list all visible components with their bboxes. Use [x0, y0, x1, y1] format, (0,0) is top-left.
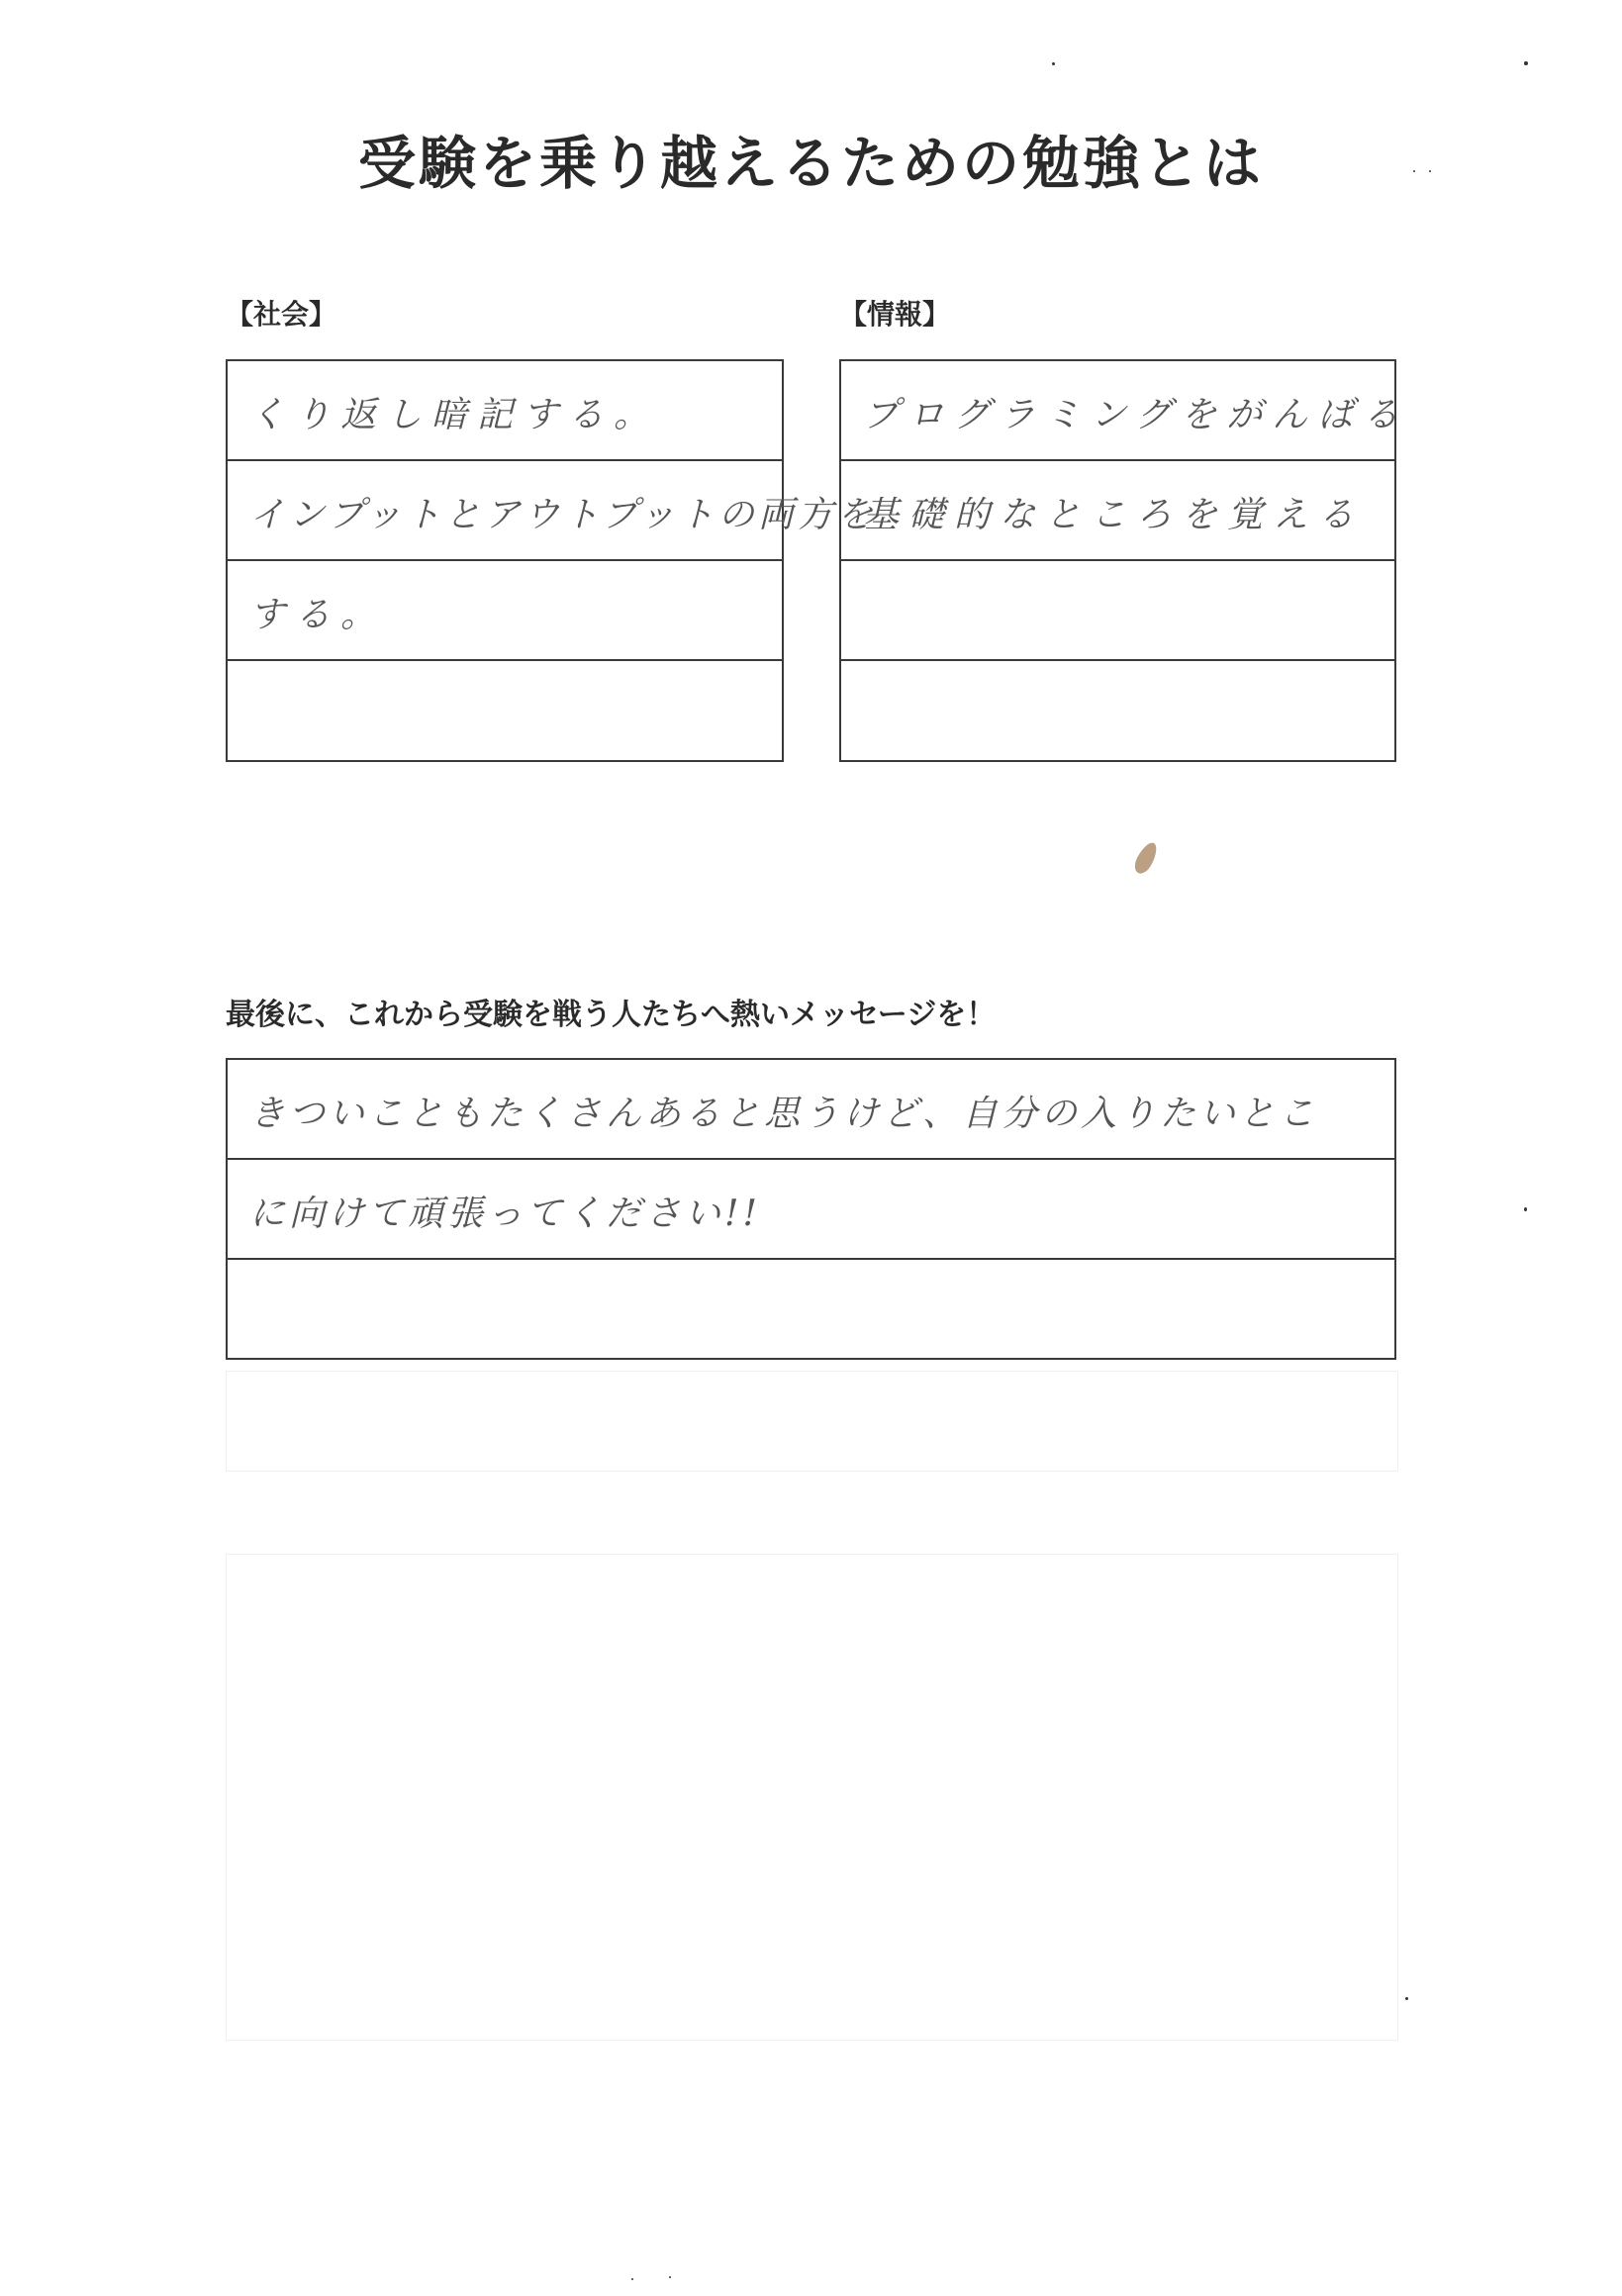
message-line-1 — [228, 1060, 1394, 1160]
message-line-2-text: に向けて頑張ってください!! — [249, 1194, 761, 1234]
scan-speck — [1413, 170, 1415, 172]
info-answer-box — [839, 359, 1409, 762]
social-line-2-text: インプットとアウトプットの両方を — [249, 495, 877, 535]
scan-speck — [1524, 61, 1528, 65]
message-line-1-text: きついこともたくさんあると思うけど、自分の入りたいとこ — [249, 1094, 1319, 1134]
info-line-1-text: プログラミングをがんばる — [863, 395, 1409, 435]
bleed-through-box-2 — [226, 1554, 1398, 2041]
page-title: 受験を乗り越えるための勉強とは — [357, 130, 1264, 197]
info-line-3 — [841, 561, 1394, 661]
info-line-2 — [841, 461, 1394, 561]
message-prompt: 最後に、これから受験を戦う人たちへ熱いメッセージを！ — [226, 998, 997, 1032]
scan-speck — [1429, 170, 1431, 172]
info-section-label: 【情報】 — [839, 298, 951, 331]
paper-stain — [1131, 839, 1161, 877]
social-answer-box — [226, 359, 877, 762]
bleed-through-box-1 — [226, 1371, 1398, 1472]
social-line-1 — [228, 361, 782, 461]
info-line-4 — [841, 661, 1394, 761]
social-line-3-text: する。 — [249, 595, 387, 635]
scan-speck — [631, 2278, 633, 2280]
scan-speck — [1052, 62, 1055, 65]
message-line-3 — [228, 1260, 1394, 1360]
info-line-1 — [841, 361, 1409, 461]
info-line-2-text: 基礎的なところを覚える — [863, 495, 1365, 535]
social-line-1-text: くり返し暗記する。 — [249, 395, 660, 435]
scan-speck — [1405, 1997, 1408, 2000]
scan-speck — [669, 2276, 671, 2278]
message-answer-box — [226, 1058, 1396, 1360]
social-line-2 — [228, 461, 877, 561]
message-line-2 — [228, 1160, 1394, 1260]
scan-speck — [1524, 1207, 1527, 1211]
social-line-3 — [228, 561, 782, 661]
social-line-4 — [228, 661, 782, 761]
social-section-label: 【社会】 — [226, 298, 337, 331]
